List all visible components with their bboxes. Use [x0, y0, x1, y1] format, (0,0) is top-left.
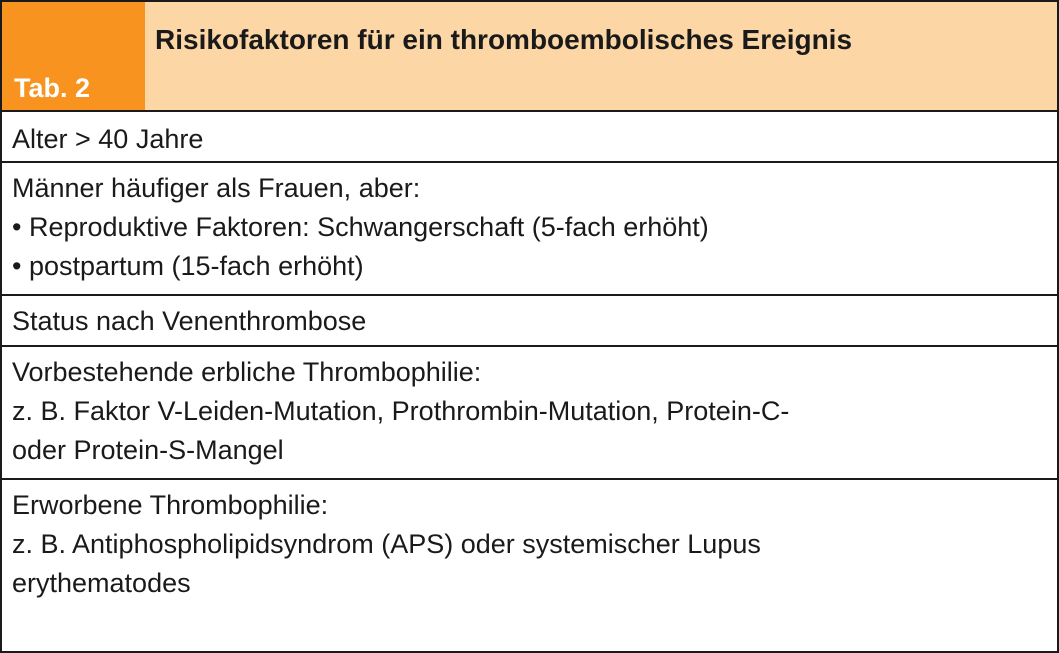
- table-row: [2, 112, 1057, 163]
- table-number-text: Tab. 2: [14, 73, 91, 103]
- row-text: Männer häufiger als Frauen, aber:: [12, 173, 421, 203]
- row-text: oder Protein-S-Mangel: [12, 435, 284, 465]
- row-text: Alter > 40 Jahre: [12, 124, 204, 154]
- table-number-label: [2, 2, 145, 110]
- table-row: [2, 347, 1057, 480]
- row-text: Vorbestehende erbliche Thrombophilie:: [12, 357, 482, 387]
- row-text: z. B. Faktor V-Leiden-Mutation, Prothrombin-Mutation, Protein-C-: [12, 396, 790, 426]
- row-text: erythematodes: [12, 568, 191, 598]
- table-title: Risikofaktoren für ein thromboembolisches Ereignis: [145, 2, 1057, 110]
- table-row: [2, 163, 1057, 296]
- row-bullet-item: • Reproduktive Faktoren: Schwangerschaft (5-fach erhöht): [12, 212, 709, 242]
- row-text: Erworbene Thrombophilie:: [12, 490, 329, 520]
- table-row: [2, 480, 1057, 651]
- table-header: [2, 2, 1057, 112]
- table-row: [2, 296, 1057, 347]
- row-text: Status nach Venenthrombose: [12, 306, 367, 336]
- row-text: z. B. Antiphospholipidsyndrom (APS) oder systemischer Lupus: [12, 529, 761, 559]
- row-bullet-item: • postpartum (15-fach erhöht): [12, 251, 364, 281]
